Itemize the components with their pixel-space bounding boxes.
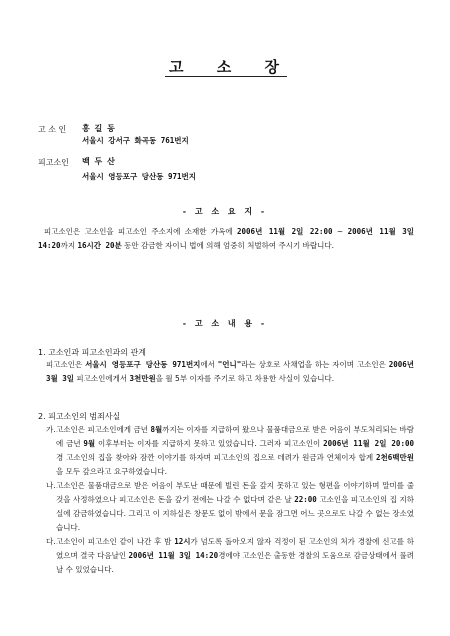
item-marker: 나. bbox=[46, 481, 56, 490]
summary-date-start: 2006년 11월 2일 22:00 bbox=[237, 227, 333, 236]
section2-item: 나. 고소인은 물품대금으로 받은 어음이 부도난 때문에 빌린 돈을 갚지 못하고 있는 형편을 이야기하며 말미를 줄 것을 사정하였으나 피고소인은 돈을 갚기 전에는 나갈 수 없다며 같은 날 22:00 고소인을 피고소인의 집 지하실에 감금하였습니다. 그리고 이 지하실은 창문도 없이 밖에서 문을 잠그면 어느 곳으로도 나갈 수 없는 장소였습니다. bbox=[46, 481, 414, 532]
title-char: 고 bbox=[169, 58, 186, 76]
summary-date-end: 2006년 11월 3일 14:20 bbox=[38, 227, 414, 250]
accused-label: 피고소인 bbox=[38, 158, 69, 167]
item-marker: 다. bbox=[46, 537, 56, 546]
section1-place: 서울시 영등포구 당산동 971번지 bbox=[85, 360, 201, 369]
title-underline bbox=[165, 76, 287, 77]
complainant-label: 고 소 인 bbox=[38, 125, 67, 134]
section2-item: 다. 고소인이 피고소인 같이 나간 후 밤 12시가 넘도록 돌아오지 않자 걱정이 된 고소인의 처가 경찰에 신고를 하였으며 결국 다음날인 2006년 11월 3일 14:20경에야 고소인은 출동한 경찰의 도움으로 감금상태에서 풀려날 수 있었습니다. bbox=[46, 537, 414, 574]
section1-date: 2006년 3월 3일 bbox=[46, 360, 414, 383]
section2-title: 2. 피고소인의 범죄사실 bbox=[38, 412, 121, 421]
accused-address: 서울시 영등포구 당산동 971번지 bbox=[82, 172, 197, 181]
accused-name: 백 두 산 bbox=[82, 157, 115, 166]
section1-amount: 3천만원 bbox=[129, 374, 156, 383]
complainant-name: 홍 길 동 bbox=[82, 124, 115, 133]
section1-shop: "언니" bbox=[217, 360, 242, 369]
summary-paragraph: 피고소인은 고소인을 피고소인 주소지에 소재한 가옥에 2006년 11월 2일 22:00 ~ 2006년 11월 3일 14:20까지 16시간 20분 동안 감금한 자이니 법에 의해 엄중히 처벌하여 주시기 바랍니다. bbox=[38, 227, 414, 250]
summary-heading: - 고 소 요 지 - bbox=[182, 207, 268, 216]
section2-item: 가. 고소인은 피고소인에게 금년 8월까지는 이자를 지급하여 왔으나 물품대금으로 받은 어음이 부도처리되는 바람에 금년 9월 이후부터는 이자를 지급하지 못하고 있었습니다. 그러자 피고소인이 2006년 11월 2일 20:00경 고소인의 집을 찾아와 잠깐 이야기를 하자며 피고소인의 집으로 데려가 원금과 연체이자 합계 2천6백만원을 모두 갚으라고 요구하였습니다. bbox=[46, 425, 414, 476]
section1-title: 1. 고소인과 피고소인과의 관계 bbox=[38, 348, 146, 357]
title-char: 소 bbox=[216, 58, 234, 76]
complainant-address: 서울시 강서구 화곡동 761번지 bbox=[82, 136, 189, 145]
document-title bbox=[0, 56, 450, 77]
summary-duration: 16시간 20분 bbox=[77, 241, 122, 250]
section1-paragraph: 피고소인은 서울시 영등포구 당산동 971번지에서 "언니"라는 상호로 사채업을 하는 자이며 고소인은 2006년 3월 3일 피고소인에게서 3천만원을 월 5부 이자를 주기로 하고 차용한 사실이 있습니다. bbox=[46, 360, 414, 383]
title-char: 장 bbox=[264, 58, 281, 76]
item-marker: 가. bbox=[46, 425, 56, 434]
content-heading: - 고 소 내 용 - bbox=[182, 319, 268, 328]
